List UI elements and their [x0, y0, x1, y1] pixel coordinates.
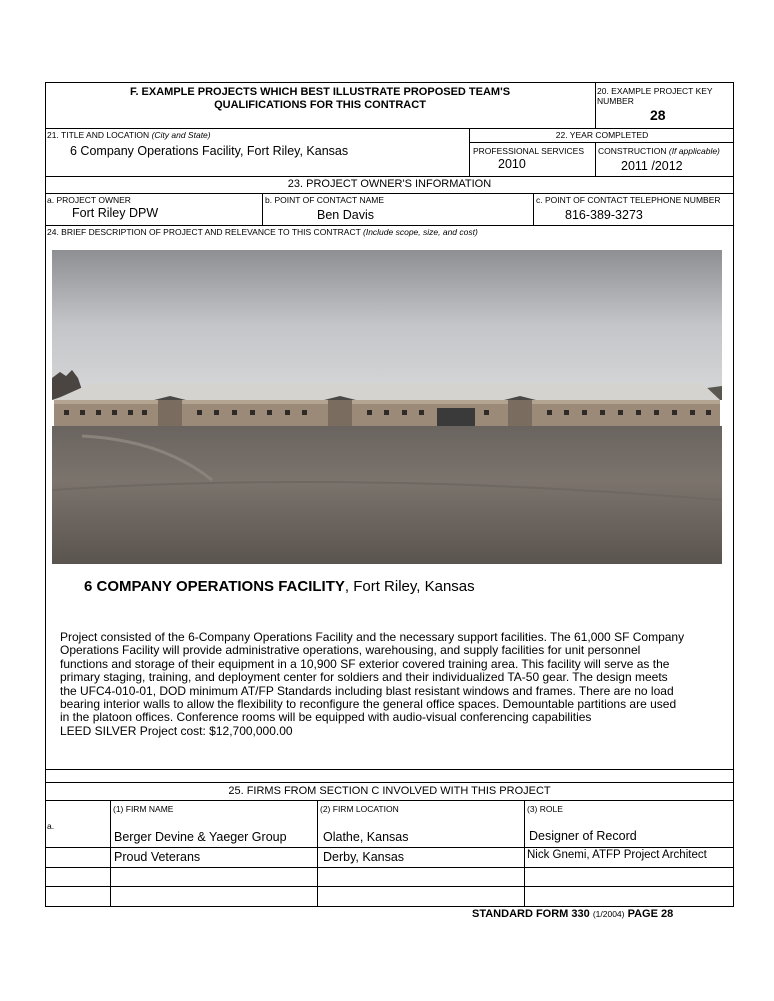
project-title: 6 Company Operations Facility, Fort Riley, Kansas	[70, 144, 349, 158]
description-label: 24. BRIEF DESCRIPTION OF PROJECT AND RELEVANCE TO THIS CONTRACT (Include scope, size, and cost)	[47, 227, 478, 237]
firm-role: Nick Gnemi, ATFP Project Architect	[527, 849, 707, 861]
contact-name-label: b. POINT OF CONTACT NAME	[265, 195, 385, 205]
project-owner-label: a. PROJECT OWNER	[47, 195, 131, 205]
firm-role-header: (3) ROLE	[527, 804, 563, 814]
firm-role: Designer of Record	[529, 829, 637, 843]
contact-phone-label: c. POINT OF CONTACT TELEPHONE NUMBER	[536, 195, 721, 205]
firm-location: Derby, Kansas	[323, 850, 405, 864]
project-photo	[52, 250, 722, 564]
firm-name-header: (1) FIRM NAME	[113, 804, 174, 814]
owner-section-label: 23. PROJECT OWNER'S INFORMATION	[287, 178, 492, 190]
construction-label: CONSTRUCTION (If applicable)	[598, 146, 720, 156]
firm-location-header: (2) FIRM LOCATION	[320, 804, 399, 814]
firm-name: Proud Veterans	[114, 850, 201, 864]
project-owner: Fort Riley DPW	[72, 206, 159, 220]
prof-services-year: 2010	[498, 157, 526, 171]
photo-caption: 6 COMPANY OPERATIONS FACILITY, Fort Riley, Kansas	[84, 578, 475, 595]
key-number-label: 20. EXAMPLE PROJECT KEY NUMBER	[597, 86, 713, 106]
contact-phone: 816-389-3273	[565, 208, 643, 222]
row-a-label: a.	[47, 821, 55, 831]
year-completed-label: 22. YEAR COMPLETED	[555, 130, 649, 140]
project-description: Project consisted of the 6-Company Operations Facility and the necessary support facilities. The 61,000 SF Company Operations Facility will provide administrative operations, warehousing, and supply facilities for unit personnel functions and storage of their equipment in a 10,900 SF exterior covered training area. This facility will serve as the primary staging, training, and deployment center for soldiers and their individualized TA-50 gear. The design meets the UFC4-010-01, DOD minimum AT/FP Standards including blast resistant windows and frames. There are no load bearing interior walls to allow the flexibility to reconfigure the general office spaces. Demountable partitions are used in the platoon offices. Conference rooms will be equipped with audio-visual conferencing capabilities LEED SILVER Project cost: $12,700,000.00	[60, 630, 685, 738]
key-number: 28	[650, 107, 666, 123]
prof-services-label: PROFESSIONAL SERVICES	[473, 146, 585, 156]
section-title: F. EXAMPLE PROJECTS WHICH BEST ILLUSTRATE PROPOSED TEAM'S QUALIFICATIONS FOR THIS CONTRACT	[129, 86, 511, 111]
construction-year: 2011 /2012	[621, 159, 683, 173]
contact-name: Ben Davis	[317, 208, 374, 222]
title-location-label: 21. TITLE AND LOCATION (City and State)	[47, 130, 211, 140]
form-footer: STANDARD FORM 330 (1/2004) PAGE 28	[472, 908, 674, 920]
firms-section-label: 25. FIRMS FROM SECTION C INVOLVED WITH THIS PROJECT	[228, 785, 551, 797]
firm-name: Berger Devine & Yaeger Group	[114, 830, 287, 844]
firm-location: Olathe, Kansas	[323, 830, 409, 844]
